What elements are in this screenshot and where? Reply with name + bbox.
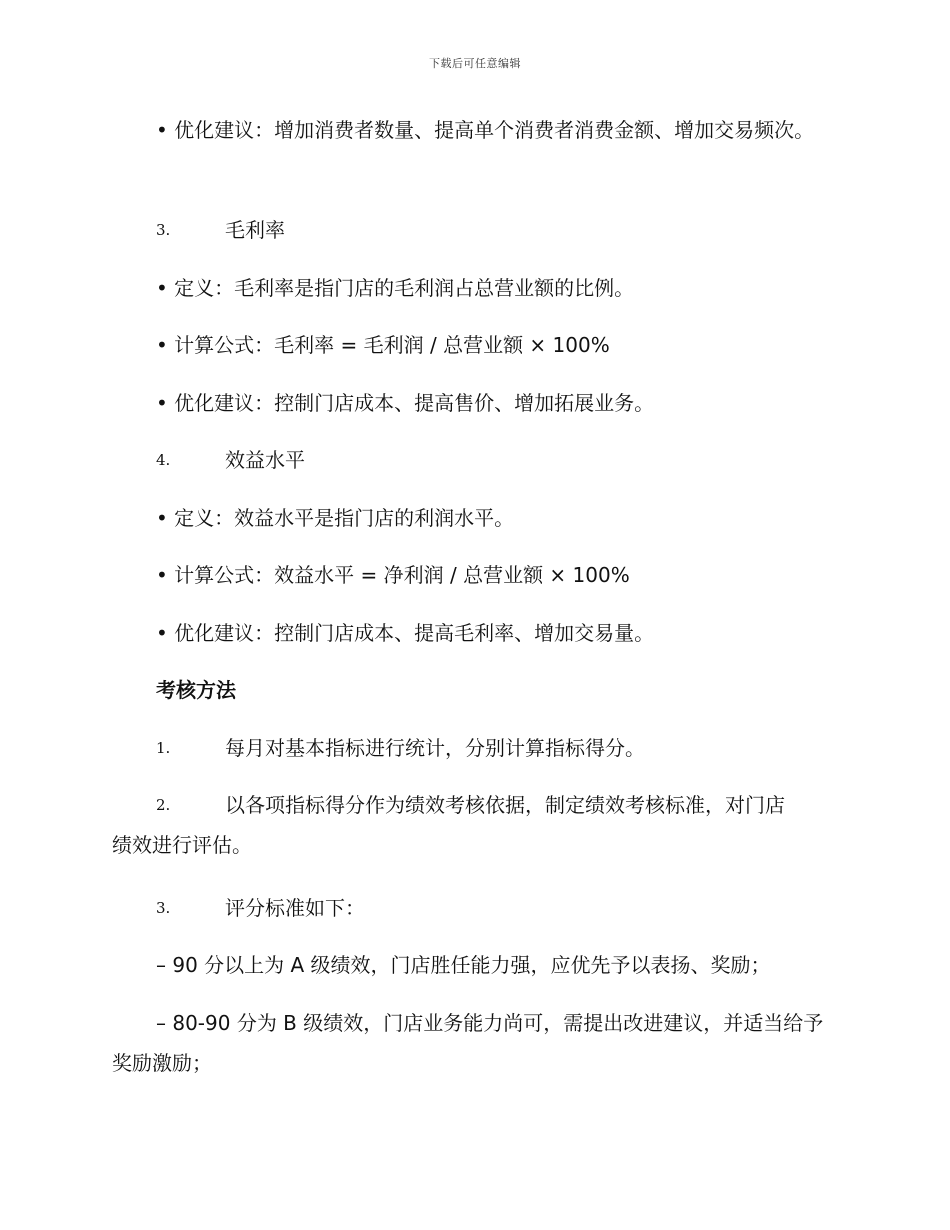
grade-a-criteria: – 90 分以上为 A 级绩效，门店胜任能力强，应优先予以表扬、奖励；	[156, 953, 771, 977]
item-number: 1.	[156, 739, 171, 757]
grade-b-criteria: – 80-90 分为 B 级绩效，门店业务能力尚可，需提出改进建议，并适当给予奖励激励；	[112, 1011, 824, 1075]
item-text: 每月对基本指标进行统计，分别计算指标得分。	[225, 736, 645, 760]
item-text-line-1: 以各项指标得分作为绩效考核依据，制定绩效考核标准，对门店	[225, 793, 785, 817]
numbered-item-4-efficiency	[112, 440, 837, 480]
paragraph-optimization-3: • 优化建议：控制门店成本、提高毛利率、增加交易量。	[156, 621, 655, 645]
paragraph-optimization-2: • 优化建议：控制门店成本、提高售价、增加拓展业务。	[156, 391, 655, 415]
paragraph-formula-efficiency: • 计算公式：效益水平 = 净利润 / 总营业额 × 100%	[156, 563, 630, 587]
method-item-1	[112, 728, 837, 768]
paragraph-optimization-1: • 优化建议：增加消费者数量、提高单个消费者消费金额、增加交易频次。	[156, 118, 815, 142]
item-heading: 效益水平	[225, 448, 305, 472]
section-title-assessment-method: 考核方法	[156, 678, 236, 702]
numbered-item-3-gross-margin	[112, 210, 837, 250]
paragraph-definition-gross-margin: • 定义：毛利率是指门店的毛利润占总营业额的比例。	[156, 276, 635, 300]
paragraph-definition-efficiency: • 定义：效益水平是指门店的利润水平。	[156, 506, 515, 530]
item-number: 3.	[156, 221, 171, 239]
method-item-2	[112, 785, 837, 865]
method-item-3	[112, 888, 837, 928]
paragraph-formula-gross-margin: • 计算公式：毛利率 = 毛利润 / 总营业额 × 100%	[156, 333, 610, 357]
item-text-line-2: 绩效进行评估。	[112, 833, 252, 857]
item-number: 3.	[156, 899, 171, 917]
item-heading: 毛利率	[225, 218, 285, 242]
item-number: 4.	[156, 451, 171, 469]
item-text: 评分标准如下：	[225, 896, 365, 920]
page-header-note: 下载后可任意编辑	[429, 57, 521, 70]
item-number: 2.	[156, 796, 171, 814]
